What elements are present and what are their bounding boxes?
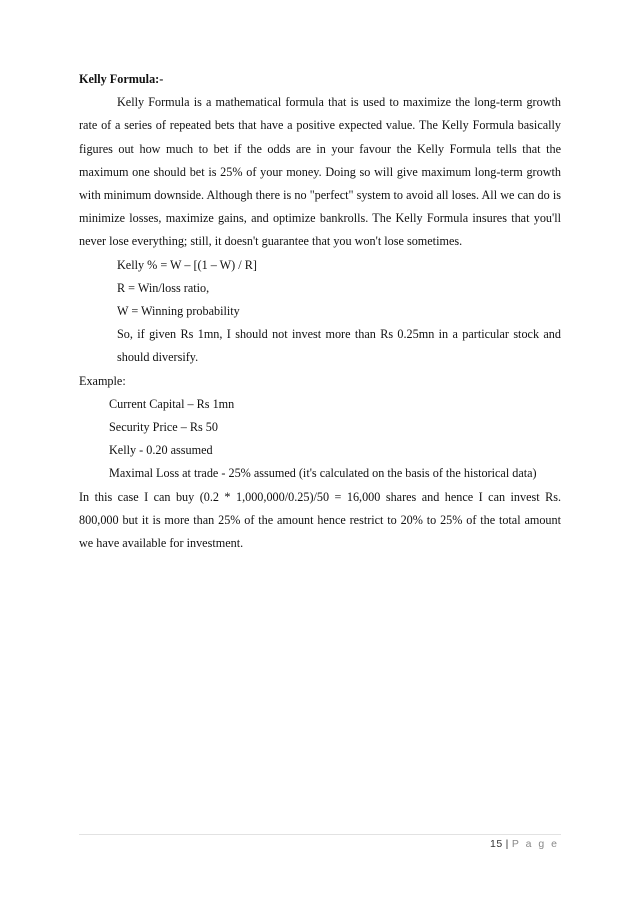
page-body: [79, 68, 561, 555]
intro-paragraph: Kelly Formula is a mathematical formula that is used to maximize the long-term growth rate of a series of repeated bets that have a positive expected value. The Kelly Formula basically figures out how much to bet if the odds are in your favour the Kelly Formula tells that the maximum one should bet is 25% of your money. Doing so will give maximum long-term growth with minimum downside. Although there is no "perfect" system to avoid all loses. All we can do is minimize losses, maximize gains, and optimize bankrolls. The Kelly Formula insures that you'll never lose everything; still, it doesn't guarantee that you won't lose sometimes.: [79, 95, 561, 249]
security-price-line: Security Price – Rs 50: [109, 420, 218, 435]
page-footer: [490, 838, 559, 850]
footer-divider: [79, 834, 561, 835]
advice-paragraph: So, if given Rs 1mn, I should not invest more than Rs 0.25mn in a particular stock and should diversify.: [117, 327, 561, 365]
current-capital-line: Current Capital – Rs 1mn: [109, 396, 235, 411]
maximal-loss-line: Maximal Loss at trade - 25% assumed (it's calculated on the basis of the historical data): [109, 466, 537, 481]
formula-block: [117, 254, 561, 324]
conclusion-paragraph: In this case I can buy (0.2 * 1,000,000/0.25)/50 = 16,000 shares and hence I can invest Rs. 800,000 but it is more than 25% of the amount hence restrict to 20% to 25% of the total amount we have available for investment.: [79, 489, 561, 551]
page-word: P a g e: [511, 838, 559, 850]
kelly-assumed-line: Kelly - 0.20 assumed: [109, 443, 213, 458]
footer-separator: |: [505, 838, 509, 850]
probability-definition-line: W = Winning probability: [117, 304, 240, 319]
example-label: Example:: [79, 373, 126, 388]
example-block: [109, 393, 561, 486]
ratio-definition-line: R = Win/loss ratio,: [117, 280, 210, 295]
page-number: 15: [489, 838, 503, 850]
kelly-formula-line: Kelly % = W – [(1 – W) / R]: [117, 257, 257, 272]
section-heading: Kelly Formula:-: [79, 72, 164, 86]
